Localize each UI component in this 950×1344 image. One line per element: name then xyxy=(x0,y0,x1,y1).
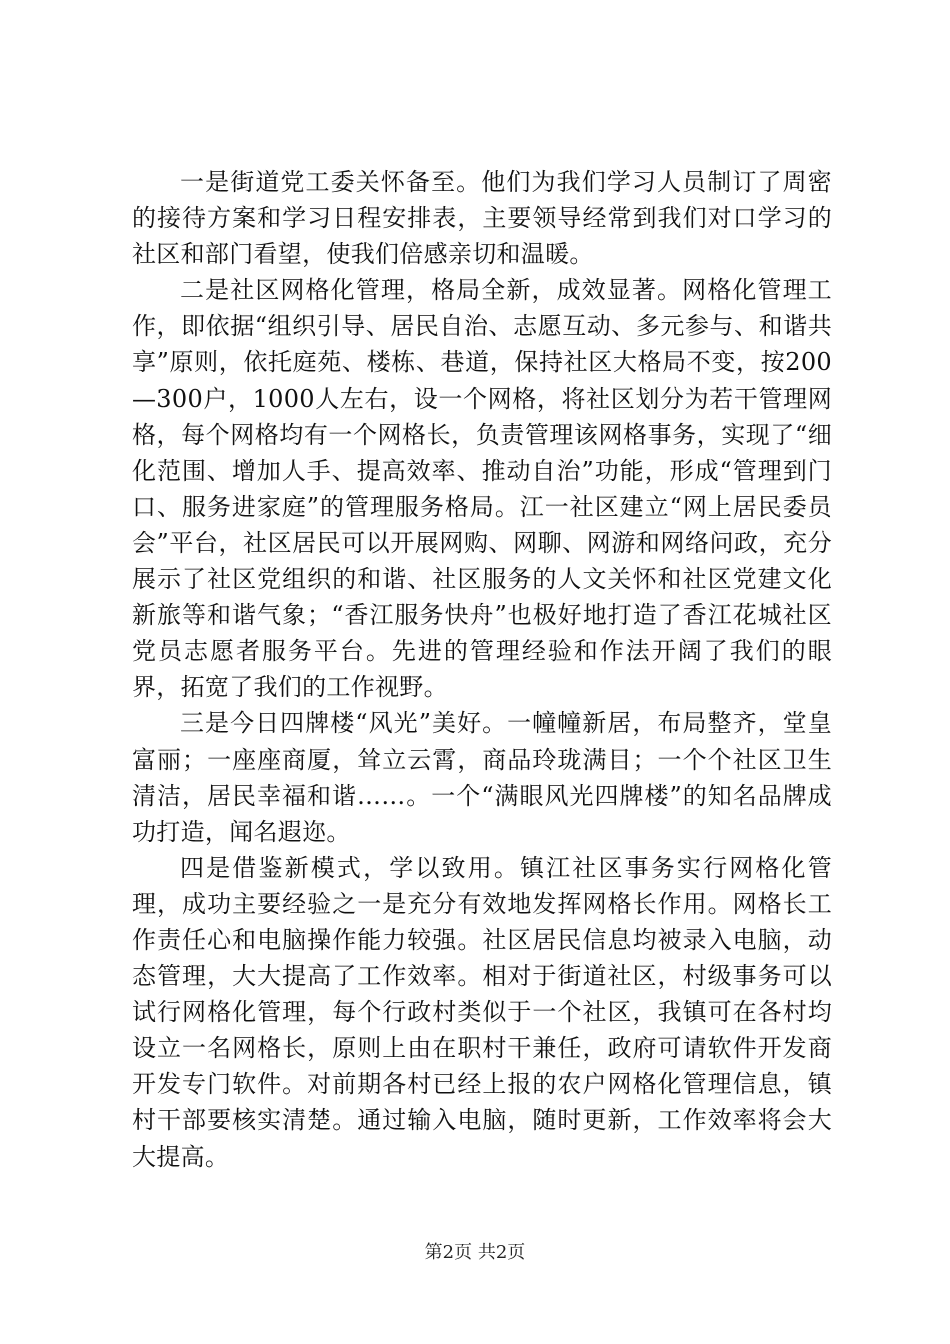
paragraph-4: 四是借鉴新模式，学以致用。镇江社区事务实行网格化管理，成功主要经验之一是充分有效地发挥网格长作用。网格长工作责任心和电脑操作能力较强。社区居民信息均被录入电脑，动态管理，大大提高了工作效率。相对于街道社区，村级事务可以试行网格化管理，每个行政村类似于一个社区，我镇可在各村均设立一名网格长，原则上由在职村干兼任，政府可请软件开发商开发专门软件。对前期各村已经上报的农户网格化管理信息，镇村干部要核实清楚。通过输入电脑，随时更新，工作效率将会大大提高。 xyxy=(132,853,832,1171)
document-body xyxy=(132,164,832,1175)
page-number-footer: 第2页 共2页 xyxy=(424,1242,526,1263)
paragraph-1: 一是街道党工委关怀备至。他们为我们学习人员制订了周密的接待方案和学习日程安排表，主要领导经常到我们对口学习的社区和部门看望，使我们倍感亲切和温暖。 xyxy=(132,168,832,269)
paragraph-2: 二是社区网格化管理，格局全新，成效显著。网格化管理工作，即依据“组织引导、居民自治、志愿互动、多元参与、和谐共享”原则，依托庭苑、楼栋、巷道，保持社区大格局不变，按200—300户，1000人左右，设一个网格，将社区划分为若干管理网格，每个网格均有一个网格长，负责管理该网格事务，实现了“细化范围、增加人手、提高效率、推动自治”功能，形成“管理到门口、服务进家庭”的管理服务格局。江一社区建立“网上居民委员会”平台，社区居民可以开展网购、网聊、网游和网络问政，充分展示了社区党组织的和谐、社区服务的人文关怀和社区党建文化新旅等和谐气象；“香江服务快舟”也极好地打造了香江花城社区党员志愿者服务平台。先进的管理经验和作法开阔了我们的眼界，拓宽了我们的工作视野。 xyxy=(132,276,832,702)
paragraph-3: 三是今日四牌楼“风光”美好。一幢幢新居，布局整齐，堂皇富丽；一座座商厦，耸立云霄，商品玲珑满目；一个个社区卫生清洁，居民幸福和谐……。一个“满眼风光四牌楼”的知名品牌成功打造，闻名遐迩。 xyxy=(132,709,832,846)
